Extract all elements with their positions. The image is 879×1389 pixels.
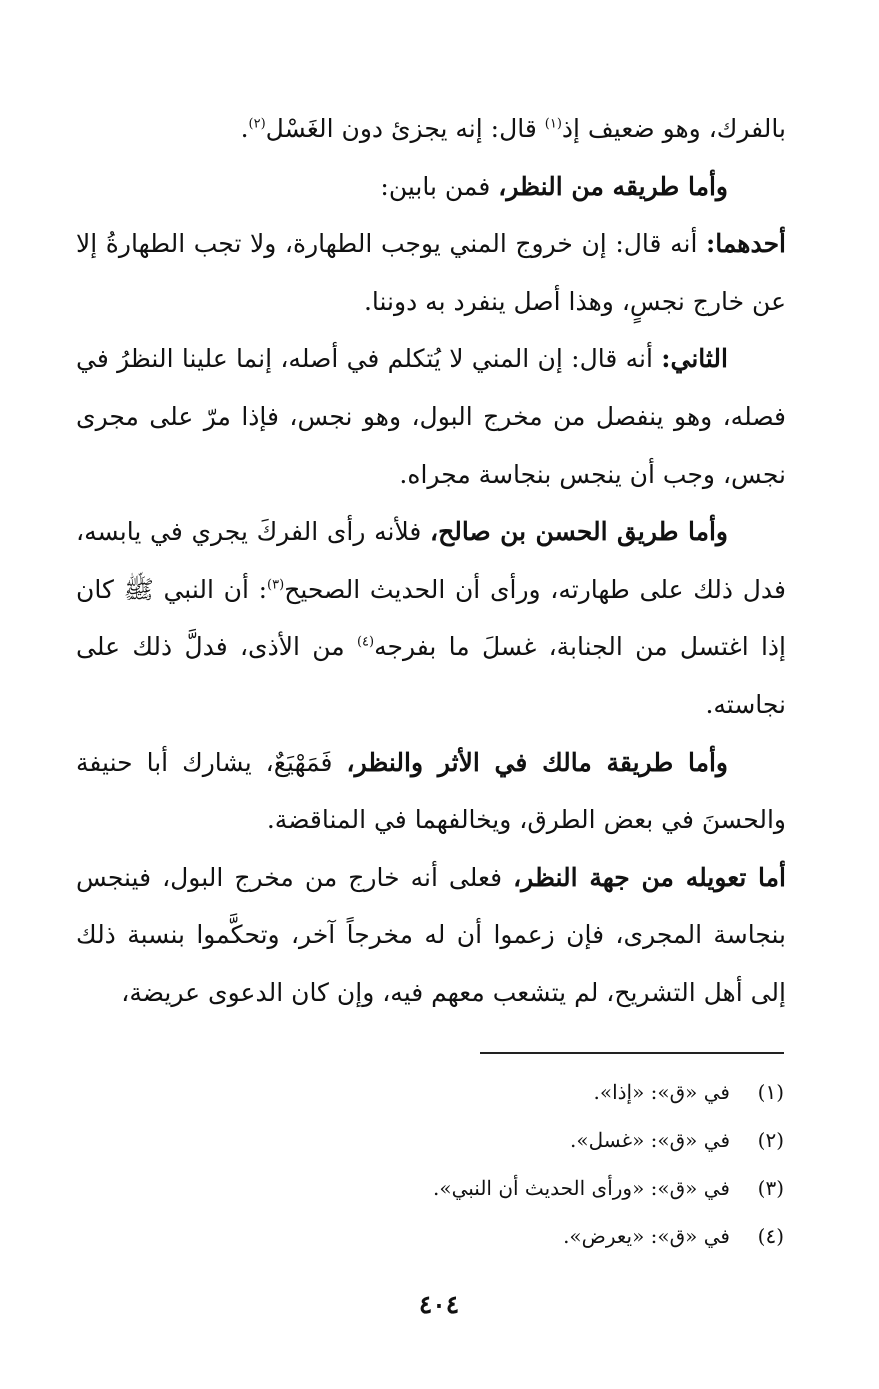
paragraph-heading: الثاني: bbox=[661, 344, 728, 374]
paragraph-heading: وأما طريقه من النظر، bbox=[498, 171, 728, 201]
footnote-reference: (١) bbox=[544, 116, 562, 132]
paragraph-text: فلأنه رأى الفركَ يجري في يابسه، فدل ذلك على طهارته، ورأى أن الحديث الصحيح bbox=[76, 517, 786, 604]
footnote-reference: (٤) bbox=[356, 635, 375, 651]
paragraph-heading: وأما طريقة مالك في الأثر والنظر، bbox=[346, 747, 729, 777]
footnote-number: ( ٣ ) bbox=[742, 1164, 784, 1212]
footnote-text: في «ق»: «إذا». bbox=[593, 1080, 730, 1104]
paragraph-text: أنه قال: إن المني لا يُتكلم في أصله، إنما علينا النظرُ في فصله، وهو ينفصل من مخرج البول، وهو نجس، فإذا مرّ على مجرى نجس، وجب أن ينجس بنجاسة مجراه. bbox=[76, 344, 786, 489]
footnotes bbox=[300, 1068, 784, 1260]
footnote-reference: (٣) bbox=[267, 577, 285, 593]
paragraph bbox=[76, 215, 786, 330]
paragraph bbox=[76, 849, 786, 1022]
paragraph-text: أنه قال: إن خروج المني يوجب الطهارة، ولا تجب الطهارةُ إلا عن خارج نجسٍ، وهذا أصل ينفرد به دوننا. bbox=[76, 229, 786, 316]
footnote-item bbox=[300, 1164, 784, 1212]
footnote-text: في «ق»: «ورأى الحديث أن النبي». bbox=[432, 1176, 730, 1200]
paragraph bbox=[76, 330, 786, 503]
paragraph-text: فمن بابين: bbox=[380, 171, 499, 201]
paragraph-heading: وأما طريق الحسن بن صالح، bbox=[430, 517, 728, 547]
paragraph-heading: أحدهما: bbox=[705, 229, 786, 259]
paragraph bbox=[76, 734, 786, 849]
paragraph bbox=[76, 503, 786, 733]
main-text bbox=[76, 100, 786, 1022]
paragraph bbox=[76, 100, 786, 158]
footnote-text: في «ق»: «غسل». bbox=[570, 1128, 730, 1152]
footnote-number: ( ٢ ) bbox=[742, 1116, 784, 1164]
paragraph-text: : أن النبي ﷺ كان إذا اغتسل من الجنابة، غسلَ ما بفرجه bbox=[76, 574, 786, 662]
paragraph-text: قال: إنه يجزئ دون الغَسْل bbox=[265, 114, 545, 143]
paragraph-text: فَمَهْيَعٌ، يشارك أبا حنيفة والحسنَ في بعض الطرق، ويخالفهما في المناقضة. bbox=[76, 747, 786, 835]
footnote-divider bbox=[480, 1052, 784, 1054]
paragraph-heading: أما تعويله من جهة النظر، bbox=[513, 862, 787, 892]
page-number: ٤٠٤ bbox=[418, 1290, 460, 1319]
paragraph bbox=[76, 158, 786, 216]
paragraph-text: بالفرك، وهو ضعيف إذ bbox=[561, 114, 786, 143]
paragraph-text: من الأذى، فدلَّ ذلك على نجاسته. bbox=[76, 632, 786, 719]
paragraph-text: فعلى أنه خارج من مخرج البول، فينجس بنجاسة المجرى، فإن زعموا أن له مخرجاً آخر، وتحكَّموا بنسبة ذلك إلى أهل التشريح، لم يتشعب معهم فيه، وإن كان الدعوى عريضة، bbox=[76, 862, 786, 1007]
footnote-item bbox=[300, 1068, 784, 1116]
footnote-item bbox=[300, 1212, 784, 1260]
paragraph-text: . bbox=[240, 114, 249, 143]
footnote-number: ( ٤ ) bbox=[742, 1212, 784, 1260]
footnote-text: في «ق»: «يعرض». bbox=[563, 1224, 730, 1248]
footnote-number: ( ١ ) bbox=[742, 1068, 784, 1116]
footnote-item bbox=[300, 1116, 784, 1164]
footnote-reference: (٢) bbox=[248, 116, 266, 132]
